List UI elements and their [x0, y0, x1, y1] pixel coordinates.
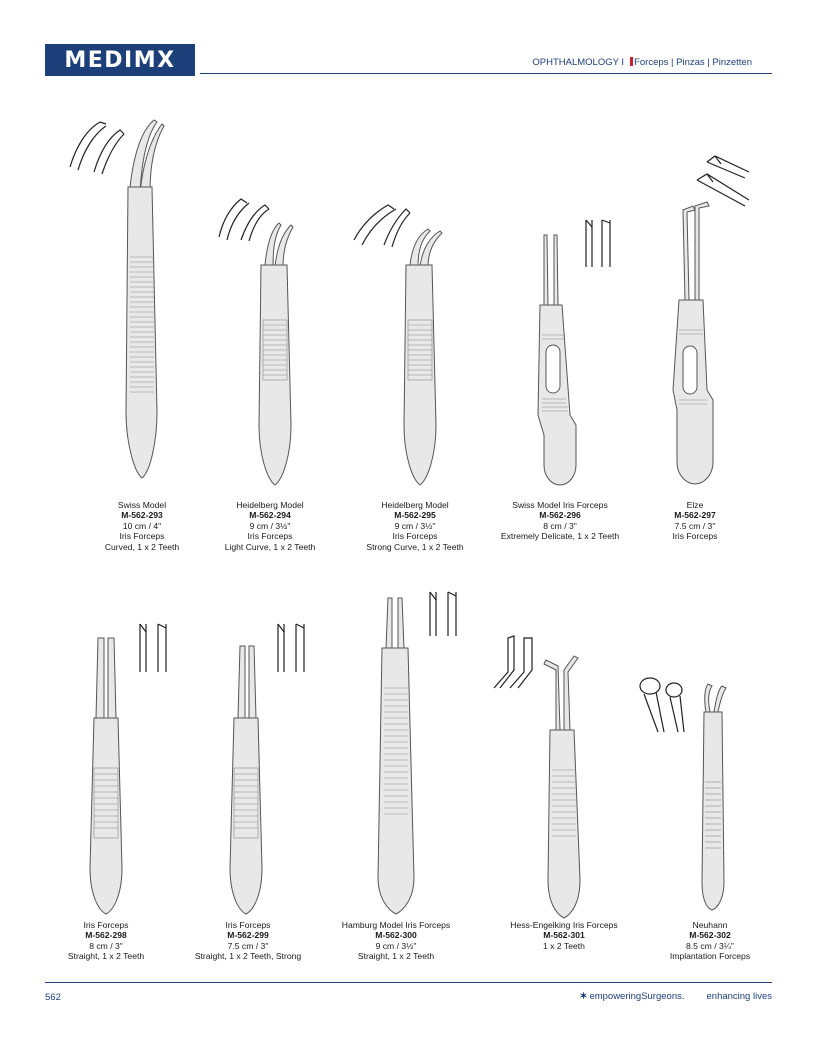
product-size: 8 cm / 3": [543, 520, 577, 531]
product-code: M-562-293: [121, 510, 163, 521]
medimx-logo: [45, 44, 195, 76]
product-name: Swiss Model: [117, 500, 167, 510]
tip-detail-icon: [640, 678, 684, 732]
product-size: 8.5 cm / 3¼": [686, 940, 734, 951]
product-type: Straight, 1 x 2 Teeth: [357, 951, 435, 962]
product-code: M-562-299: [227, 930, 269, 941]
tip-detail-icon: [697, 156, 749, 206]
tip-detail-icon: [354, 205, 410, 247]
product-caption: [484, 920, 644, 951]
product-type: Extremely Delicate, 1 x 2 Teeth: [500, 531, 620, 542]
empowering-surgeons-icon: ✶: [579, 991, 588, 1002]
product-caption: [335, 500, 495, 552]
product-detail: Strong Curve, 1 x 2 Teeth: [366, 541, 464, 552]
product-type: Iris Forceps: [247, 531, 293, 542]
product-caption: [168, 920, 328, 962]
product-size: 8 cm / 3": [89, 940, 123, 951]
product-type: Implantation Forceps: [669, 951, 751, 962]
product-code: M-562-302: [689, 930, 731, 941]
product-name: Elze: [686, 500, 704, 510]
footer-slogan: [579, 991, 772, 1002]
tip-detail-icon: [494, 636, 532, 688]
product-size: 1 x 2 Teeth: [543, 940, 585, 951]
tip-detail-icon: [586, 220, 610, 267]
logo-text: MEDIMX: [64, 47, 176, 73]
tip-detail-icon: [278, 624, 304, 672]
product-caption: [630, 920, 790, 962]
tip-detail-icon: [430, 592, 456, 636]
light-curve-forceps-illustration: [195, 185, 325, 495]
section-breadcrumb: [532, 57, 752, 68]
tip-detail-icon: [70, 122, 124, 174]
product-type: Iris Forceps: [672, 531, 718, 542]
product-code: M-562-296: [539, 510, 581, 521]
straight-forceps-illustration: [28, 618, 188, 918]
elze-forceps-illustration: [615, 150, 775, 495]
product-size: 9 cm / 3½": [249, 520, 291, 531]
header-rule: [200, 73, 772, 74]
section-title: OPHTHALMOLOGY I: [532, 57, 625, 68]
strong-curve-forceps-illustration: [340, 185, 470, 495]
product-type: Straight, 1 x 2 Teeth, Strong: [194, 951, 302, 962]
product-detail: Curved, 1 x 2 Teeth: [104, 541, 180, 552]
tip-detail-icon: [140, 624, 166, 672]
product-name: Hess-Engelking Iris Forceps: [510, 920, 618, 930]
product-name: Iris Forceps: [225, 920, 271, 930]
page-number: 562: [45, 992, 61, 1003]
footer-rule: [45, 982, 772, 983]
product-detail: Light Curve, 1 x 2 Teeth: [224, 541, 316, 552]
subsection-title: Forceps | Pinzas | Pinzetten: [634, 57, 752, 68]
slogan-empowering: empoweringSurgeons.: [589, 991, 685, 1002]
product-type: Iris Forceps: [119, 531, 165, 542]
straight-strong-forceps-illustration: [168, 618, 328, 918]
product-code: M-562-298: [85, 930, 127, 941]
product-type: Straight, 1 x 2 Teeth: [67, 951, 145, 962]
product-name: Hamburg Model Iris Forceps: [341, 920, 451, 930]
product-code: M-562-300: [375, 930, 417, 941]
product-caption: [26, 920, 186, 962]
slogan-enhancing: enhancing lives: [706, 991, 772, 1002]
product-size: 7.5 cm / 3": [674, 520, 716, 531]
product-size: 9 cm / 3½": [375, 940, 417, 951]
product-name: Heidelberg Model: [381, 500, 449, 510]
product-size: 7.5 cm / 3": [227, 940, 269, 951]
product-size: 9 cm / 3½": [394, 520, 436, 531]
product-caption: [615, 500, 775, 542]
product-caption: [190, 500, 350, 552]
product-code: M-562-294: [249, 510, 291, 521]
product-name: Iris Forceps: [83, 920, 129, 930]
product-name: Swiss Model Iris Forceps: [512, 500, 608, 510]
product-name: Neuhann: [692, 920, 728, 930]
curved-forceps-illustration: [62, 112, 192, 492]
tip-detail-icon: [219, 199, 269, 241]
product-code: M-562-301: [543, 930, 585, 941]
neuhann-forceps-illustration: [630, 672, 790, 922]
product-caption: [316, 920, 476, 962]
product-code: M-562-297: [674, 510, 716, 521]
product-name: Heidelberg Model: [236, 500, 304, 510]
red-marker-icon: [630, 57, 633, 66]
product-code: M-562-295: [394, 510, 436, 521]
hess-engelking-forceps-illustration: [484, 630, 654, 920]
hamburg-forceps-illustration: [316, 588, 486, 918]
product-type: Iris Forceps: [392, 531, 438, 542]
product-size: 10 cm / 4": [122, 520, 162, 531]
